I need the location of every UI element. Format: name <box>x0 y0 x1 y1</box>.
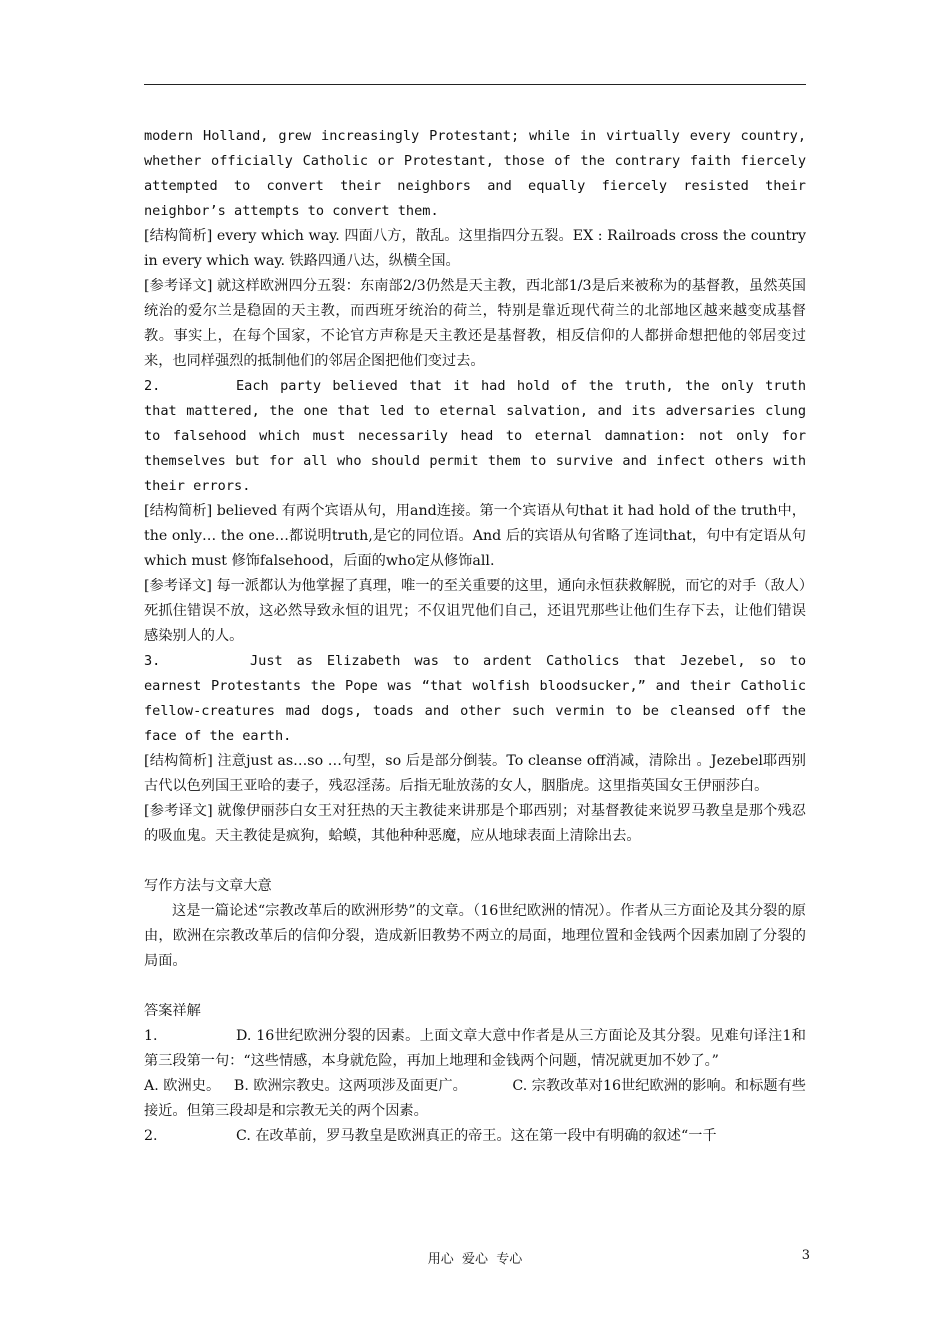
header-rule <box>144 84 806 85</box>
page-number: 3 <box>801 1248 810 1263</box>
structure-analysis: [结构简析] 注意just as…so …句型，so 后是部分倒装。To cleanse off消减，清除出 。Jezebel耶西别古代以色列国王亚哈的妻子，残忍淫荡。后指无耻放荡的女人，胭脂虎。这里指英国女王伊丽莎白。 <box>144 753 806 794</box>
answer-text: C. 在改革前，罗马教皇是欧洲真正的帝王。这在第一段中有明确的叙述“一千 <box>236 1128 717 1144</box>
item-number: 3. <box>144 653 161 669</box>
reference-translation: [参考译文] 每一派都认为他掌握了真理，唯一的至关重要的这里，通向永恒获救解脱，而它的对手（敌人）死抓住错误不放，这必然导致永恒的诅咒；不仅诅咒他们自己，还诅咒那些让他们生存下去，让他们错误感染别人的人。 <box>144 578 806 644</box>
item-number: 2. <box>144 1128 158 1144</box>
page-body <box>144 124 806 1149</box>
answer-1-options: A. 欧洲史。 B. 欧洲宗教史。这两项涉及面更广。 C. 宗教改革对16世纪欧洲的影响。和标题有些接近。但第三段却是和宗教无关的两个因素。 <box>144 1078 806 1119</box>
summary-paragraph: 这是一篇论述“宗教改革后的欧洲形势”的文章。（16世纪欧洲的情况）。作者从三方面论及其分裂的原由，欧洲在宗教改革后的信仰分裂，造成新旧教势不两立的局面，地理位置和金钱两个因素加剧了分裂的局面。 <box>144 903 806 969</box>
answer-text: D. 16世纪欧洲分裂的因素。上面文章大意中作者是从三方面论及其分裂。见难句译注1和第三段第一句：“这些情感，本身就危险，再加上地理和金钱两个问题，情况就更加不妙了。” <box>144 1028 806 1069</box>
section-heading-writing: 写作方法与文章大意 <box>144 878 272 894</box>
answer-2 <box>144 1124 806 1149</box>
structure-analysis: [结构简析] every which way. 四面八方，散乱。这里指四分五裂。EX : Railroads cross the country in every which way. 铁路四通八达，纵横全国。 <box>144 228 806 269</box>
sentence-text: Each party believed that it had hold of the truth, the only truth that mattered, the one that led to eternal salvation, and its adversaries clung to falsehood which must necessarily head to eternal damnation: not only for themselves but for all who should permit them to survive and infect others with their errors. <box>144 378 806 494</box>
reference-translation: [参考译文] 就像伊丽莎白女王对狂热的天主教徒来讲那是个耶西别；对基督教徒来说罗马教皇是那个残忍的吸血鬼。天主教徒是疯狗，蛤蟆，其他种种恶魔，应从地球表面上清除出去。 <box>144 803 806 844</box>
item-number: 1. <box>144 1028 158 1044</box>
sentence-text: Just as Elizabeth was to ardent Catholics that Jezebel, so to earnest Protestants the Pope was “that wolfish bloodsucker,” and their Catholic fellow-creatures mad dogs, toads and other such vermin to be cleansed off the face of the earth. <box>144 653 806 744</box>
item-number: 2. <box>144 378 161 394</box>
reference-translation: [参考译文] 就这样欧洲四分五裂：东南部2/3仍然是天主教，西北部1/3是后来被称为的基督教，虽然英国统治的爱尔兰是稳固的天主教，而西班牙统治的荷兰，特别是靠近现代荷兰的北部地区越来越变成基督教。事实上，在每个国家，不论官方声称是天主教还是基督教，相反信仰的人都拼命想把他的邻居变过来，也同样强烈的抵制他们的邻居企图把他们变过去。 <box>144 278 806 369</box>
section-heading-answers: 答案祥解 <box>144 1003 201 1019</box>
paragraph: modern Holland, grew increasingly Protestant; while in virtually every country, whether officially Catholic or Protestant, those of the contrary faith fiercely attempted to convert their neighbors and equally fiercely resisted their neighbor’s attempts to convert them. <box>144 128 806 219</box>
structure-analysis: [结构简析] believed 有两个宾语从句，用and连接。第一个宾语从句that it had hold of the truth中，the only… the one…都说明truth,是它的同位语。And 后的宾语从句省略了连词that，句中有定语从句which must 修饰falsehood，后面的who定从修饰all. <box>144 503 806 569</box>
answer-1 <box>144 1024 806 1074</box>
difficult-sentence-3 <box>144 649 806 749</box>
difficult-sentence-2 <box>144 374 806 499</box>
footer-motto: 用心 爱心 专心 <box>427 1252 523 1267</box>
